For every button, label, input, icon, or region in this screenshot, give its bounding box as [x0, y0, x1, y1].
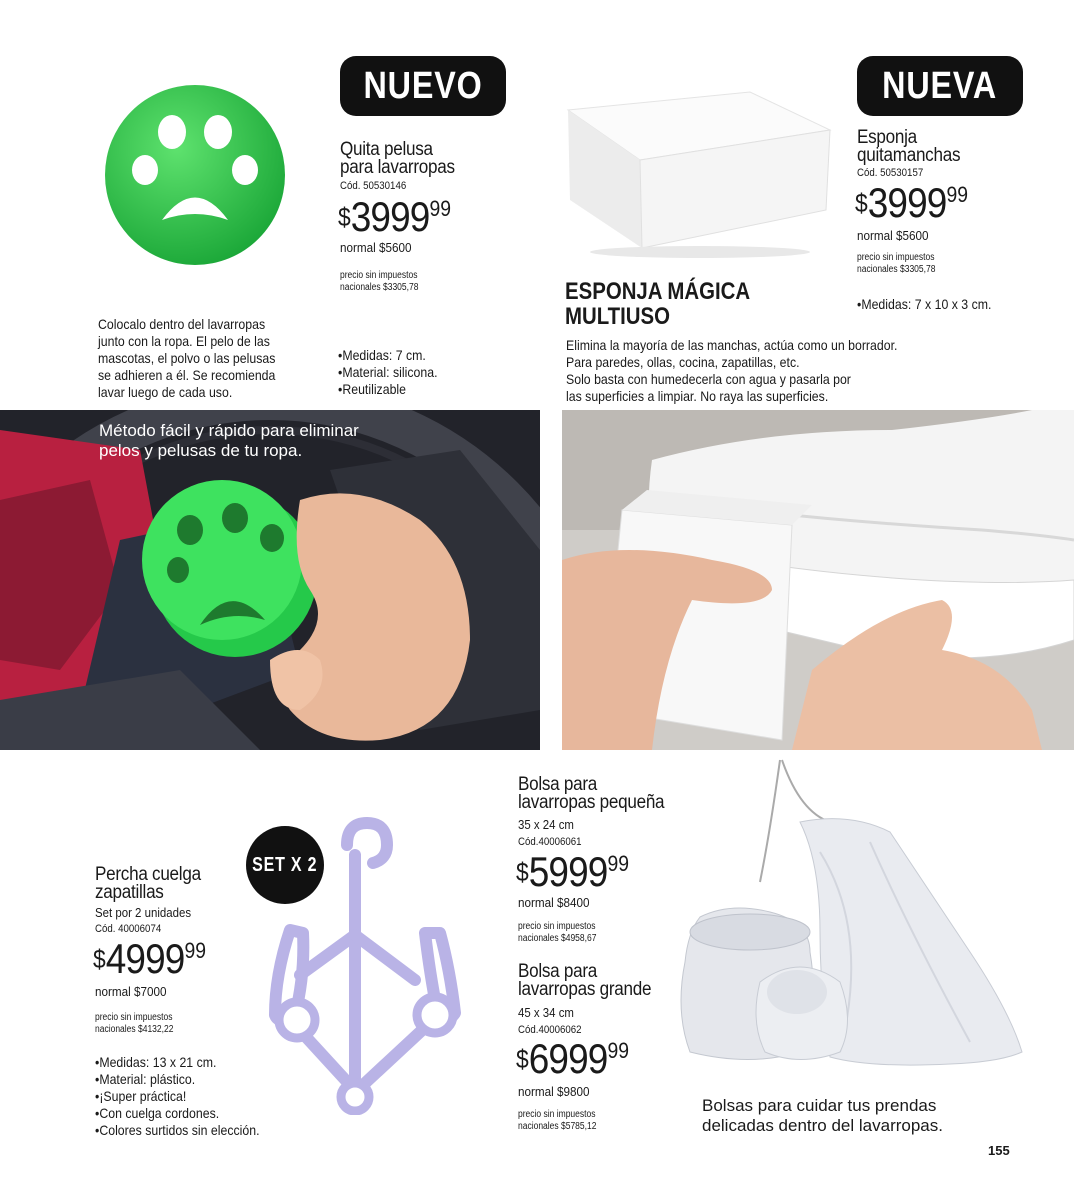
tax-note: precio sin impuestos nacionales $3305,78: [340, 270, 419, 293]
price: $ 3999 99: [338, 193, 451, 240]
new-badge: NUEVA: [857, 56, 1023, 116]
product-description: Colocalo dentro del lavarropas junto con la ropa. El pelo de las mascotas, el polvo o las pelusas se adhieren a él. Se recomienda lavar luego de cada uso.: [98, 316, 276, 400]
product-name: Esponja quitamanchas: [857, 127, 961, 166]
tax-note: precio sin impuestos nacionales $4958,67: [518, 921, 597, 944]
product-name: Bolsa para lavarropas pequeña: [518, 774, 665, 813]
feature-list: • Medidas: 7 x 10 x 3 cm.: [857, 296, 991, 313]
product-subtitle: Set por 2 unidades: [95, 905, 192, 920]
feature-list: • Medidas: 13 x 21 cm. • Material: plástico. • ¡Super práctica! • Con cuelga cordones. • Colores surtidos sin elección.: [95, 1054, 260, 1139]
price: $ 4999 99: [93, 935, 206, 982]
product-name: Percha cuelga zapatillas: [95, 864, 201, 903]
sponge-photo: [562, 410, 1074, 750]
product-description: Elimina la mayoría de las manchas, actúa como un borrador. Para paredes, ollas, cocina, zapatillas, etc. Solo basta con humedecerla con agua y pasarla por las superficies a limpiar. No raya las superficies.: [566, 337, 898, 404]
bags-caption: Bolsas para cuidar tus prendas delicadas dentro del lavarropas.: [702, 1096, 943, 1135]
normal-price: normal $5600: [857, 228, 929, 243]
shoe-hanger-image: [255, 815, 470, 1115]
normal-price: normal $9800: [518, 1084, 590, 1099]
normal-price: normal $8400: [518, 895, 590, 910]
normal-price: normal $5600: [340, 240, 412, 255]
product-code: Cód. 50530146: [340, 180, 407, 192]
normal-price: normal $7000: [95, 984, 167, 999]
price: $ 5999 99: [516, 848, 629, 895]
lint-remover-image: [100, 80, 290, 270]
price: $ 3999 99: [855, 179, 968, 226]
page-number: 155: [988, 1143, 1010, 1158]
product-code: Cód. 40006074: [95, 923, 162, 935]
lint-remover-photo: [0, 410, 540, 750]
price: $ 6999 99: [516, 1035, 629, 1082]
product-size: 35 x 24 cm: [518, 817, 574, 832]
tax-note: precio sin impuestos nacionales $5785,12: [518, 1109, 597, 1132]
laundry-bags-image: [670, 752, 1030, 1072]
set-badge: SET X 2: [246, 826, 324, 904]
tax-note: precio sin impuestos nacionales $4132,22: [95, 1012, 174, 1035]
product-code: Cód. 50530157: [857, 167, 924, 179]
product-name: Quita pelusa para lavarropas: [340, 139, 455, 178]
product-code: Cód.40006062: [518, 1024, 582, 1036]
product-size: 45 x 34 cm: [518, 1005, 574, 1020]
feature-list: • Medidas: 7 cm. • Material: silicona. • Reutilizable: [338, 347, 437, 398]
photo-caption: Método fácil y rápido para eliminar pelos y pelusas de tu ropa.: [99, 421, 359, 460]
tax-note: precio sin impuestos nacionales $3305,78: [857, 252, 936, 275]
product-name: Bolsa para lavarropas grande: [518, 961, 652, 1000]
headline: ESPONJA MÁGICA MULTIUSO: [565, 278, 751, 330]
new-badge: NUEVO: [340, 56, 506, 116]
product-code: Cód.40006061: [518, 836, 582, 848]
sponge-image: [560, 80, 840, 260]
